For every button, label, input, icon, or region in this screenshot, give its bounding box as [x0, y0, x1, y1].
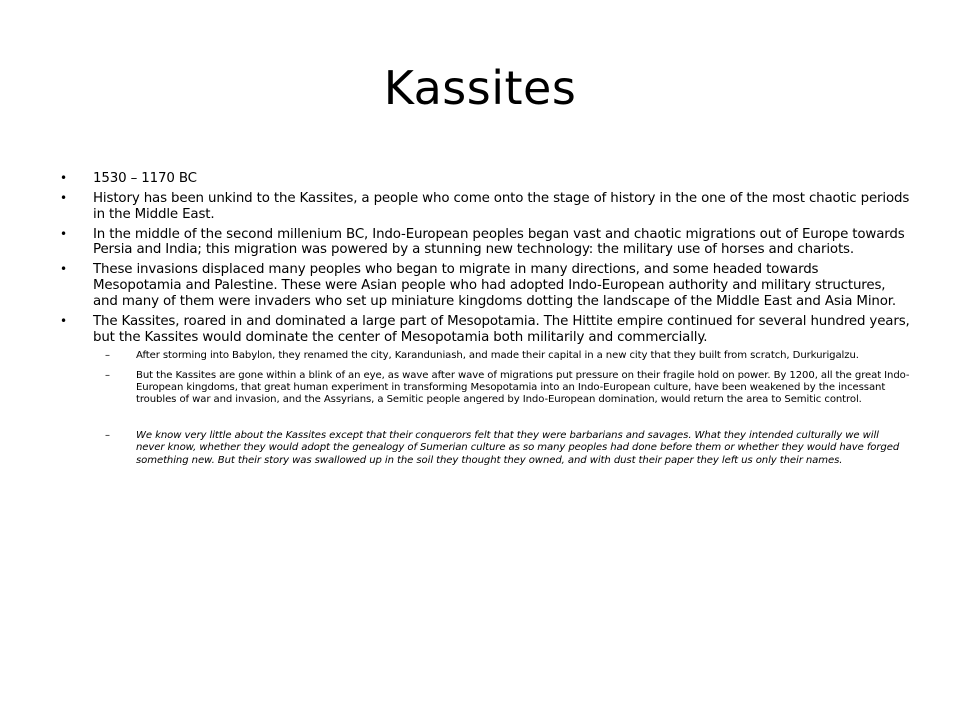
bullet-icon: • [60, 191, 67, 205]
sub-bullet-item [60, 370, 910, 406]
sub-bullet-item [60, 430, 910, 466]
bullet-icon: • [60, 226, 67, 241]
bullet-icon: • [60, 171, 67, 185]
sub-bullet-text: We know very little about the Kassites except that their conquerors felt that they were barbarians and savages. What they intended culturally we will never know, whether they would adopt the genealogy of Sumerian culture as so many peoples had done before them or whether they would have forged something new. But their story was swallowed up in the soil they thought they owned, and with dust their paper they left us only their names. [136, 430, 900, 466]
bullet-text: History has been unkind to the Kassites, a people who come onto the stage of history in the one of the most chaotic periods in the Middle East. [93, 191, 910, 222]
bullet-icon: • [60, 313, 67, 328]
slide-title: Kassites [383, 61, 577, 115]
sub-bullet-text: After storming into Babylon, they renamed the city, Karanduniash, and made their capital in a new city that they built from scratch, Durkurigalzu. [136, 349, 859, 361]
slide-body [60, 171, 910, 475]
sub-bullet-item [60, 350, 910, 362]
bullet-item [60, 314, 910, 345]
sub-bullet-text: But the Kassites are gone within a blink of an eye, as wave after wave of migrations put pressure on their fragile hold on power. By 1200, all the great Indo-European kingdoms, that great human experiment in transforming Mesopotamia into an Indo-European culture, have been weakened by the incessant troubles of war and invasion, and the Assyrians, a Semitic people angered by Indo-European domination, would return the area to Semitic control. [136, 370, 910, 406]
dash-icon: – [105, 430, 110, 442]
sub-bullet-list [60, 350, 910, 467]
bullet-item [60, 191, 910, 222]
bullet-text: 1530 – 1170 BC [93, 171, 197, 186]
bullet-text: The Kassites, roared in and dominated a large part of Mesopotamia. The Hittite empire continued for several hundred years, but the Kassites would dominate the center of Mesopotamia both militarily and commercially. [93, 313, 910, 345]
bullet-item [60, 171, 910, 187]
bullet-icon: • [60, 262, 67, 277]
bullet-item [60, 262, 910, 309]
bullet-item [60, 227, 910, 258]
bullet-text: These invasions displaced many peoples who began to migrate in many directions, and some headed towards Mesopotamia and Palestine. These were Asian people who had adopted Indo-European authority and military structures, and many of them were invaders who set up miniature kingdoms dotting the landscape of the Middle East and Asia Minor. [93, 262, 896, 309]
bullet-text: In the middle of the second millenium BC, Indo-European peoples began vast and chaotic migrations out of Europe towards Persia and India; this migration was powered by a stunning new technology: the military use of horses and chariots. [93, 226, 905, 258]
dash-icon: – [105, 370, 110, 382]
dash-icon: – [105, 349, 110, 361]
